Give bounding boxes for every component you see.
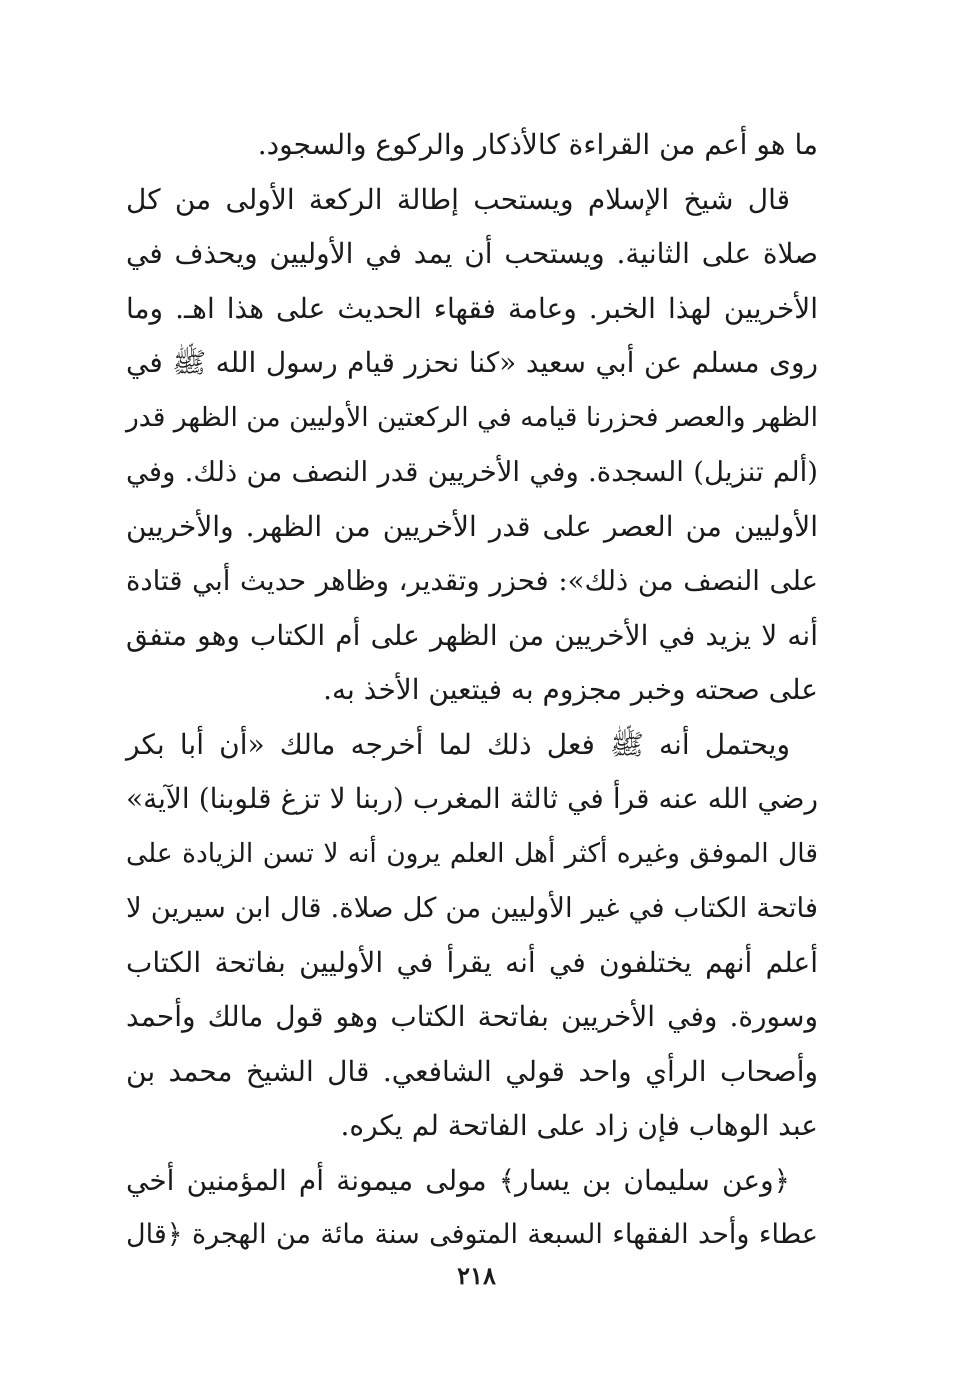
text-line: ويحتمل أنه ﷺ فعل ذلك لما أخرجه مالك «أن أبا بكر [126, 727, 790, 761]
text-line: ﴿وعن سليمان بن يسار﴾ مولى ميمونة أم المؤمنين أخي [126, 1163, 790, 1197]
text-line: (ألم تنزيل) السجدة. وفي الأخريين قدر النصف من ذلك. وفي [126, 456, 818, 488]
text-line: على النصف من ذلك»: فحزر وتقدير، وظاهر حديث أبي قتادة [126, 565, 818, 597]
text-line: عطاء وأحد الفقهاء السبعة المتوفى سنة مائة من الهجرة ﴿قال [126, 1219, 818, 1250]
text-line: الأخريين لهذا الخبر. وعامة فقهاء الحديث على هذا اهـ. وما [126, 291, 818, 325]
text-line: وسورة. وفي الأخريين بفاتحة الكتاب وهو قول مالك وأحمد [126, 1000, 818, 1033]
text-line: روى مسلم عن أبي سعيد «كنا نحزر قيام رسول الله ﷺ في [126, 346, 818, 379]
text-line: ما هو أعم من القراءة كالأذكار والركوع والسجود. [257, 128, 818, 161]
text-line: قال الموفق وغيره أكثر أهل العلم يرون أنه لا تسن الزيادة على [126, 837, 818, 869]
page-number: ٢١٨ [457, 1261, 496, 1290]
text-line: أنه لا يزيد في الأخريين من الظهر على أم الكتاب وهو متفق [126, 618, 818, 652]
text-line: الظهر والعصر فحزرنا قيامه في الركعتين الأوليين من الظهر قدر [126, 401, 818, 433]
text-line: رضي الله عنه قرأ في ثالثة المغرب (ربنا لا تزغ قلوبنا) الآية» [126, 782, 818, 815]
text-line: قال شيخ الإسلام ويستحب إطالة الركعة الأولى من كل [126, 182, 790, 216]
text-line: صلاة على الثانية. ويستحب أن يمد في الأوليين ويحذف في [126, 237, 818, 270]
text-line: على صحته وخبر مجزوم به فيتعين الأخذ به. [323, 673, 818, 706]
text-line: وأصحاب الرأي واحد قولي الشافعي. قال الشيخ محمد بن [126, 1054, 818, 1088]
text-line: أعلم أنهم يختلفون في أنه يقرأ في الأوليين بفاتحة الكتاب [126, 945, 818, 979]
text-line: فاتحة الكتاب في غير الأوليين من كل صلاة. قال ابن سيرين لا [126, 892, 818, 924]
text-line: الأوليين من العصر على قدر الأخريين من الظهر. والأخريين [126, 509, 818, 543]
text-line: عبد الوهاب فإن زاد على الفاتحة لم يكره. [340, 1109, 818, 1142]
page-body-text [126, 122, 818, 1267]
